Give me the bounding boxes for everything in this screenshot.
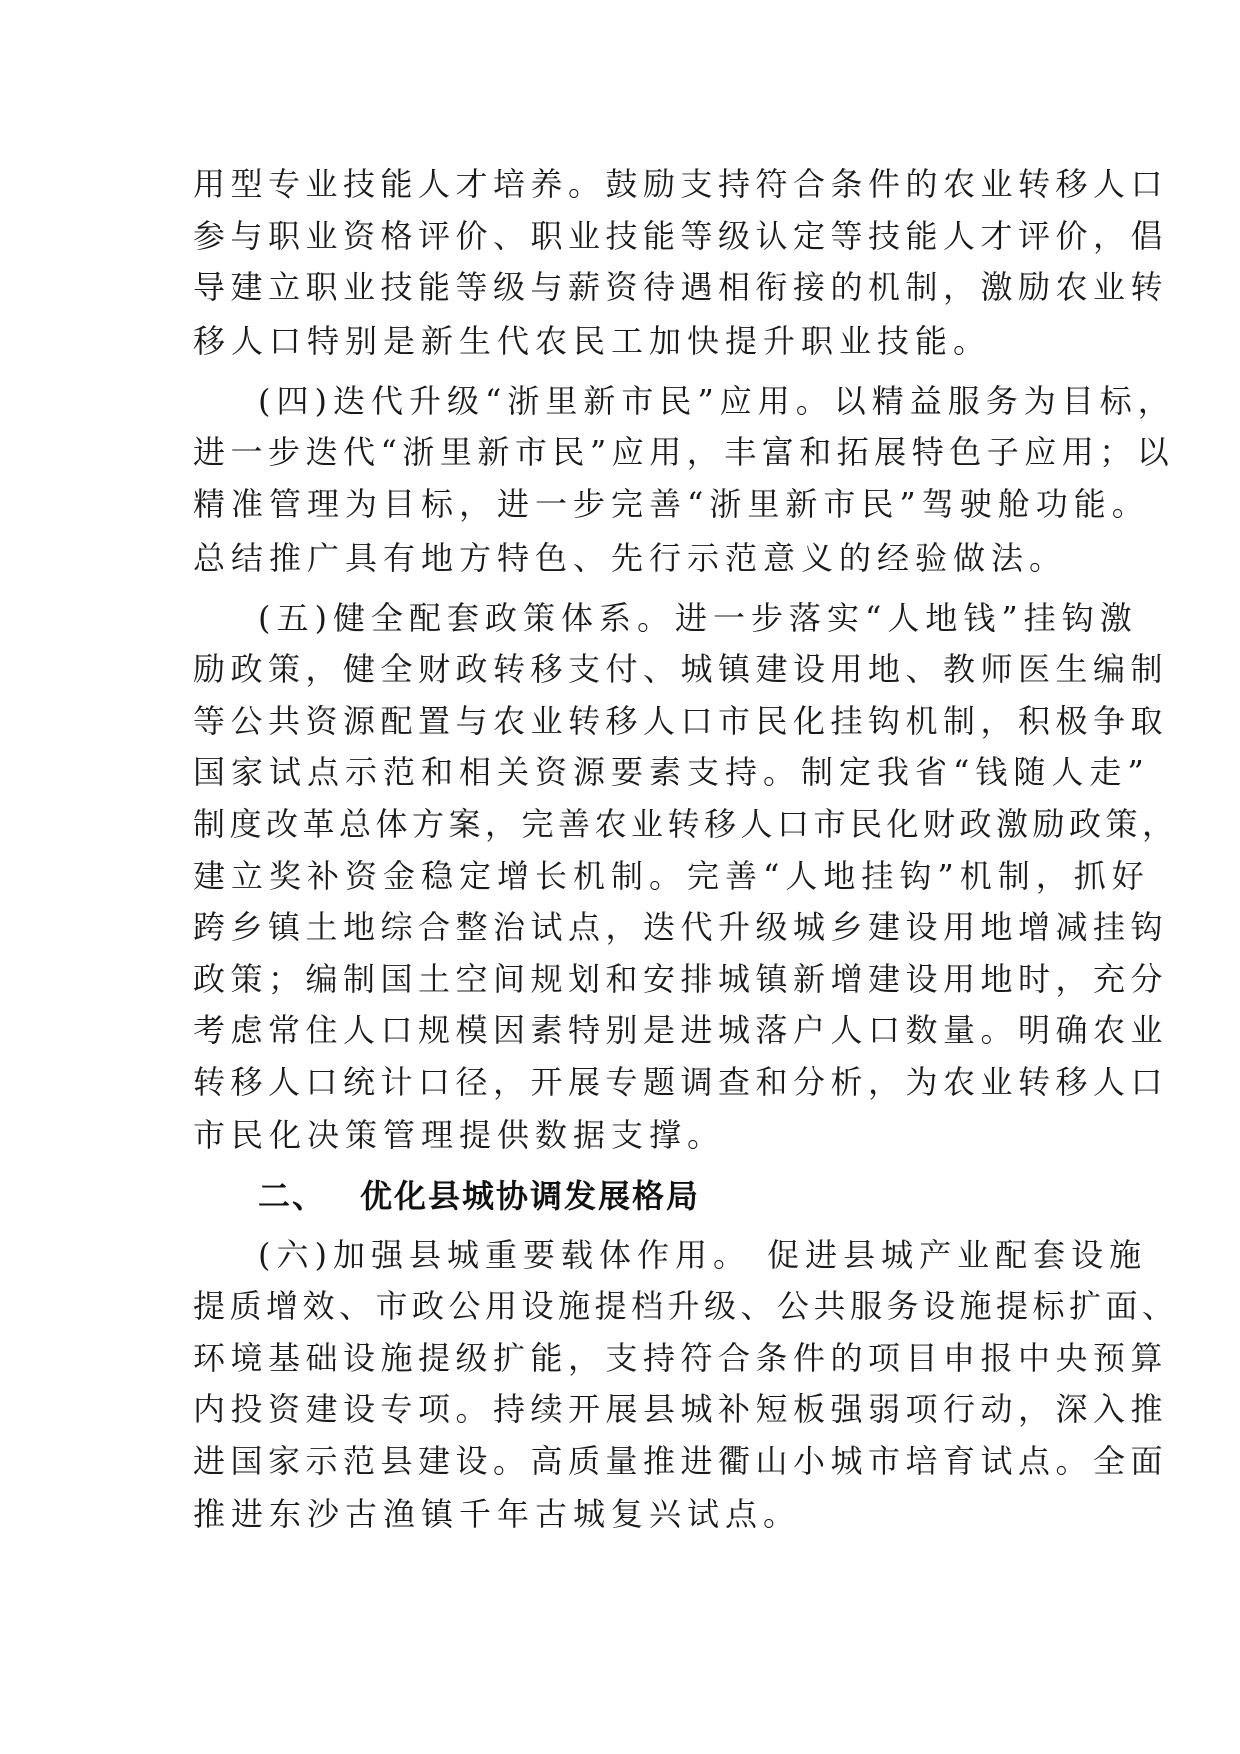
section-title: 优化县城协调发展格局 (360, 1177, 701, 1215)
paragraph-line: 国家试点示范和相关资源要素支持。制定我省“钱随人走” (193, 753, 1150, 791)
paragraph-line: 精准管理为目标，进一步完善“浙里新市民”驾驶舱功能。 (193, 485, 1150, 523)
paragraph-line: 转移人口统计口径，开展专题调查和分析，为农业转移人口 (193, 1063, 1169, 1101)
paragraph-line: 建立奖补资金稳定增长机制。完善“人地挂钩”机制，抓好 (193, 857, 1150, 895)
paragraph-line: (六)加强县城重要载体作用。 促进县城产业配套设施 (258, 1236, 1148, 1274)
paragraph-line: 跨乡镇土地综合整治试点，迭代升级城乡建设用地增减挂钩 (193, 908, 1169, 946)
paragraph-line: 等公共资源配置与农业转移人口市民化挂钩机制，积极争取 (193, 702, 1169, 740)
paragraph-line: 市民化决策管理提供数据支撑。 (193, 1116, 726, 1154)
paragraph-line: 进一步迭代“浙里新市民”应用，丰富和拓展特色子应用；以 (193, 433, 1175, 471)
paragraph-line: 内投资建设专项。持续开展县城补短板强弱项行动，深入推 (193, 1390, 1169, 1428)
paragraph-line: 用型专业技能人才培养。鼓励支持符合条件的农业转移人口 (193, 165, 1169, 203)
paragraph-line: 导建立职业技能等级与薪资待遇相衔接的机制，激励农业转 (193, 268, 1169, 306)
paragraph-line: (四)迭代升级“浙里新市民”应用。以精益服务为目标， (258, 382, 1176, 420)
paragraph-line: 移人口特别是新生代农民工加快提升职业技能。 (193, 322, 992, 360)
paragraph-line: 推进东沙古渔镇千年古城复兴试点。 (193, 1495, 802, 1533)
paragraph-line: (五)健全配套政策体系。进一步落实“人地钱”挂钩激 (258, 599, 1138, 637)
paragraph-line: 制度改革总体方案，完善农业转移人口市民化财政激励政策， (193, 805, 1179, 843)
paragraph-line: 政策；编制国土空间规划和安排城镇新增建设用地时，充分 (193, 960, 1169, 998)
paragraph-line: 总结推广具有地方特色、先行示范意义的经验做法。 (193, 539, 1068, 577)
section-number: 二、 (258, 1177, 327, 1215)
paragraph-line: 进国家示范县建设。高质量推进衢山小城市培育试点。全面 (193, 1442, 1169, 1480)
section-heading (258, 1176, 700, 1216)
paragraph-line: 环境基础设施提级扩能，支持符合条件的项目申报中央预算 (193, 1339, 1169, 1377)
paragraph-line: 参与职业资格评价、职业技能等级认定等技能人才评价，倡 (193, 217, 1169, 255)
paragraph-line: 提质增效、市政公用设施提档升级、公共服务设施提标扩面、 (193, 1287, 1179, 1325)
paragraph-line: 励政策，健全财政转移支付、城镇建设用地、教师医生编制 (193, 650, 1169, 688)
paragraph-line: 考虑常住人口规模因素特别是进城落户人口数量。明确农业 (193, 1011, 1169, 1049)
